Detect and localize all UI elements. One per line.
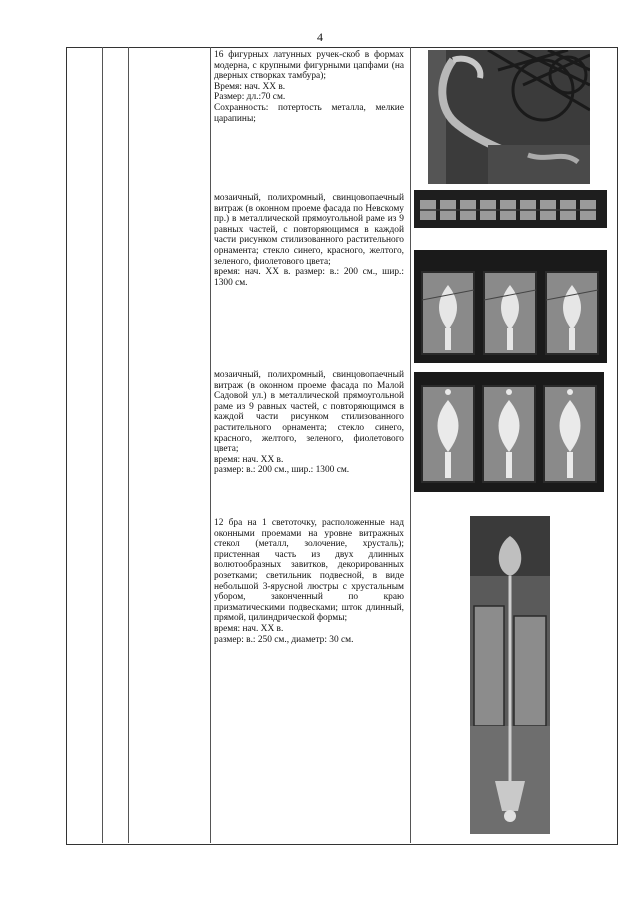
entry-line: 16 фигурных латунных ручек-скоб в формах модерна, с крупными фигурными цапфами (на дверных створках тамбура);	[214, 50, 404, 82]
stained-glass-nevsky-strip-photo	[414, 190, 607, 228]
column-divider	[410, 47, 411, 843]
entry-line: время: нач. XX в. размер: в.: 200 см., шир.: 1300 см.	[214, 267, 404, 288]
wall-sconce-photo	[470, 516, 550, 834]
page-number: 4	[317, 30, 323, 44]
entry-line: Время: нач. XX в.	[214, 81, 286, 92]
entry-description	[214, 518, 404, 645]
column-divider	[210, 47, 211, 843]
entry-line: размер: в.: 250 см., диаметр: 30 см.	[214, 634, 354, 645]
stained-glass-sadovaya-photo	[414, 372, 604, 492]
column-divider	[102, 47, 103, 843]
entry-description	[214, 50, 404, 124]
entry-line: мозаичный, полихромный, свинцовопаечный витраж (в оконном проеме фасада по Невскому пр.) в металлической прямоугольной раме из 9 равных частей, с повторяющимся в каждой части рисунком стилизованного растительного орнамента; стекло синего, красного, желтого, зеленого, фиолетового цвета;	[214, 193, 404, 267]
entry-line: Сохранность: потертость металла, мелкие царапины;	[214, 102, 404, 124]
brass-door-handle-photo	[428, 50, 590, 184]
entry-line: Размер: дл.:70 см.	[214, 92, 286, 103]
entry-line: мозаичный, полихромный, свинцовопаечный витраж (в оконном проеме фасада по Малой Садовой ул.) в металлической прямоугольной раме из 9 равных частей, с повторяющимся в каждой части рисунком стилизованного растительного орнамента; стекло синего, красного, желтого, зеленого, фиолетового цвета;	[214, 370, 404, 455]
entry-line: время: нач. XX в.	[214, 454, 284, 465]
entry-description	[214, 193, 404, 288]
stained-glass-nevsky-panels-photo	[414, 250, 607, 363]
column-divider	[128, 47, 129, 843]
entry-line: размер: в.: 200 см., шир.: 1300 см.	[214, 465, 350, 476]
entry-line: время: нач. XX в.	[214, 623, 284, 634]
entry-line: 12 бра на 1 светоточку, расположенные над оконными проемами на уровне витражных стекол (металл, золочение, хрусталь); пристенная часть из двух длинных волютообразных завитков, декорированных розетками; светильник подвесной, в виде небольшой 3-ярусной люстры с хрустальным убором, законченный по краю призматическими подвесками; шток длинный, прямой, цилиндрической формы;	[214, 518, 404, 624]
entry-description	[214, 370, 404, 476]
